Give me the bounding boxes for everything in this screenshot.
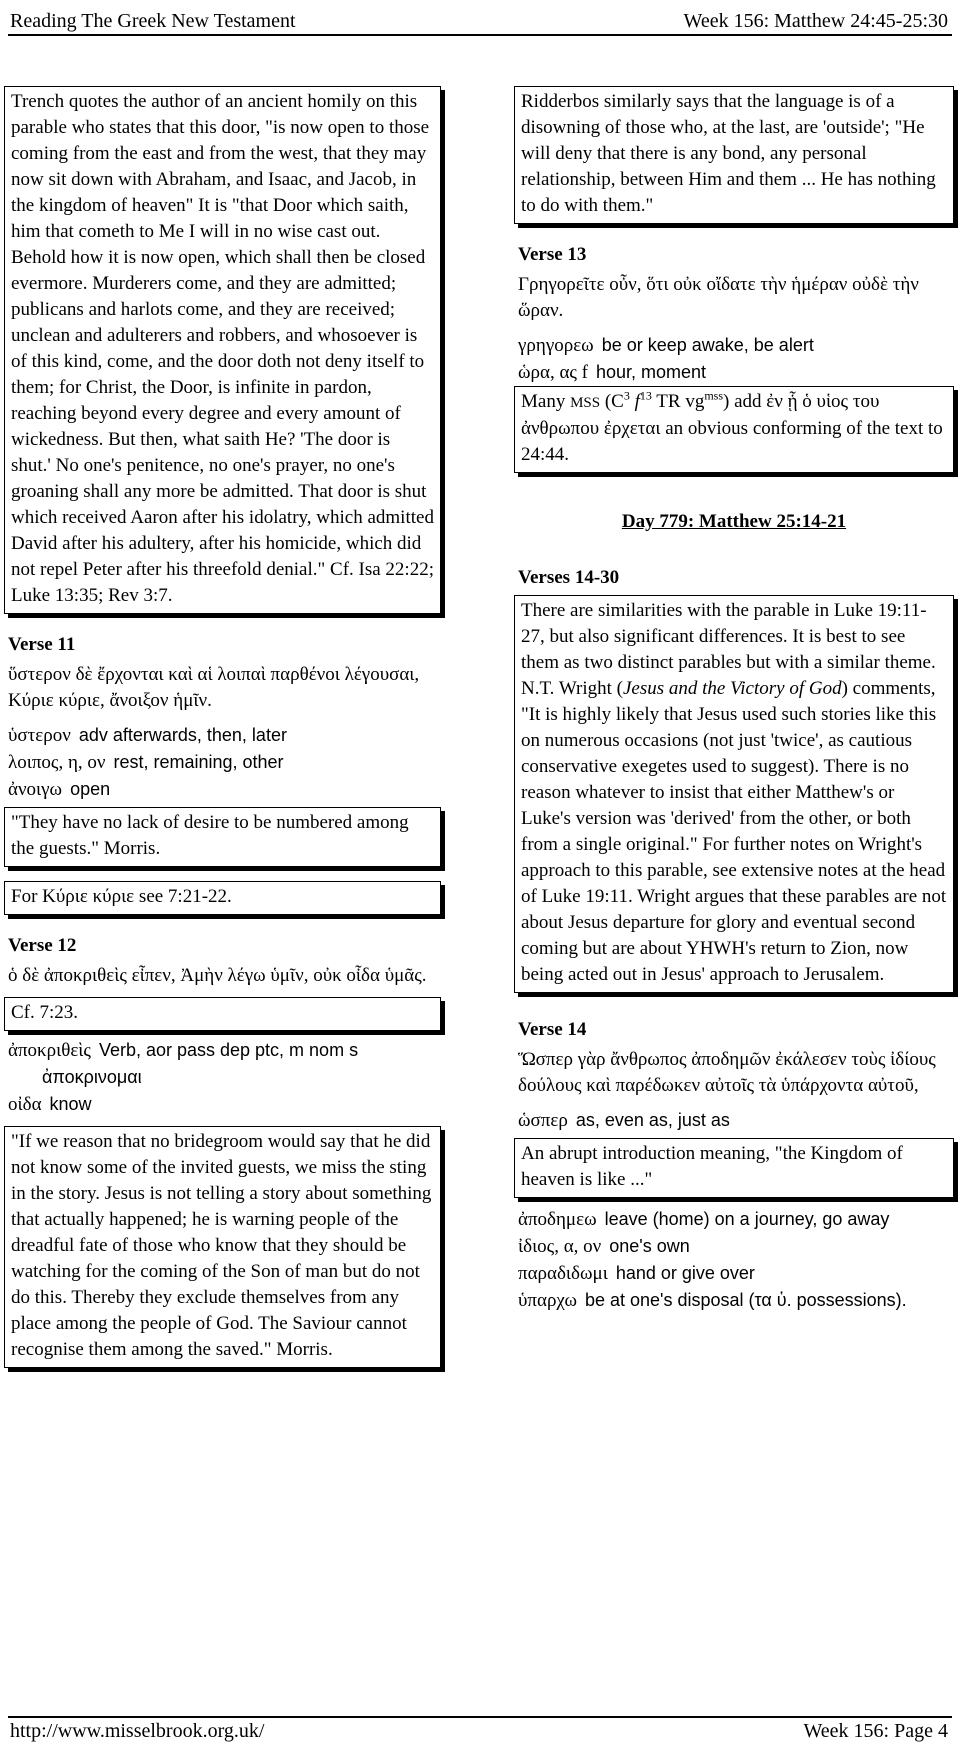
- manuscript-note-box: [514, 386, 954, 473]
- vocab-item: [8, 722, 441, 749]
- verse-11-vocab: [8, 722, 441, 803]
- see-also-prefix: For: [11, 886, 43, 907]
- vocab-item: [8, 776, 441, 803]
- vocab-item: [518, 359, 954, 386]
- wright-note-box: [514, 595, 954, 993]
- vocab-word: ἰδιος, α, ον: [518, 1236, 602, 1257]
- ridderbos-box: Ridderbos similarly says that the language is of a disowning of those who, at the last, are 'outside'; "He will deny that there is any bond, any personal relationship, between Him and them ... He has nothing to do with them.": [514, 86, 954, 224]
- page-header: [8, 8, 952, 36]
- verse-13-heading: Verse 13: [518, 244, 587, 265]
- wright-text: ) comments, "It is highly likely that Jesus used such stories like this on numerous occasions (not just 'twice', as cautious conservative exegetes used to suggest). There is no reason whatever to insist that either Matthew's or Luke's version was 'derived' from the other, or both from a single original." For further notes on Wright's approach to this parable, see extensive notes at the head of Luke 19:11. Wright argues that these parables are not about Jesus departure for glory and eventual second coming but are about YHWH's return to Zion, now being acted out in Jesus' approach to Jerusalem.: [521, 678, 947, 985]
- vocab-item: [8, 1091, 441, 1118]
- mss-greek: ἐν ᾗ ὁ υἱος του ἀνθρωπου ἐρχεται: [521, 391, 880, 439]
- vocab-def: hour, moment: [596, 362, 707, 382]
- abrupt-note-box: An abrupt introduction meaning, "the Kingdom of heaven is like ...": [514, 1138, 954, 1198]
- vocab-def: hand or give over: [615, 1263, 755, 1283]
- verse-11-heading: Verse 11: [8, 634, 76, 655]
- see-also-box: [4, 881, 441, 915]
- vocab-def: open: [70, 779, 111, 799]
- vocab-word: ἀποδημεω: [518, 1209, 597, 1230]
- morris-quote-box: "If we reason that no bridegroom would say that he did not know some of the invited guests, we miss the sting in the story. Jesus is not telling a story about something that actually happened; he is warning people of the dreadful fate of those who know that they should be watching for the coming of the Son of man but do not do this. Thereby they exclude themselves from any place among the people of God. The Saviour cannot recognise them among the saved." Morris.: [4, 1126, 441, 1368]
- vocab-item: [518, 1260, 954, 1287]
- mss-label: MSS: [570, 395, 601, 411]
- vocab-def: be or keep awake, be alert: [601, 335, 814, 355]
- day-title: Day 779: Matthew 25:14-21: [621, 511, 847, 532]
- vocab-def: know: [49, 1094, 92, 1114]
- vocab-def: leave (home) on a journey, go away: [604, 1209, 890, 1229]
- vocab-def: Verb, aor pass dep ptc, m nom s ἀποκρινομαι: [42, 1040, 359, 1087]
- vocab-word: ὑστερον: [8, 725, 71, 746]
- vocab-word: λοιπος, η, ον: [8, 752, 106, 773]
- vocab-def: be at one's disposal (τα ὑ. possessions).: [584, 1290, 907, 1310]
- mss-text: TR vg: [651, 391, 705, 412]
- verse-14-heading: Verse 14: [518, 1019, 587, 1040]
- verses-14-30-heading: Verses 14-30: [518, 567, 620, 588]
- verse-14-greek: Ὥσπερ γὰρ ἄνθρωπος ἀποδημῶν ἐκάλεσεν τοὺς ἰδίους δούλους καὶ παρέδωκεν αὐτοῖς τὰ ὑπάρχοντα αὐτοῦ,: [518, 1049, 936, 1096]
- vocab-word: ὡσπερ: [518, 1110, 568, 1131]
- verse-12-heading: Verse 12: [8, 935, 77, 956]
- vocab-item: [518, 1287, 954, 1314]
- vocab-item: [518, 332, 954, 359]
- vocab-word: γρηγορεω: [518, 335, 594, 356]
- verse-14-vocab: [518, 1206, 954, 1314]
- mss-text: (C: [600, 391, 624, 412]
- mss-text: an obvious conforming of the text to 24:44.: [521, 418, 943, 465]
- see-also-greek: Κύριε κύριε: [42, 886, 135, 907]
- vocab-item: [8, 1037, 441, 1091]
- footer-url: http://www.misselbrook.org.uk/: [10, 1720, 265, 1742]
- vocab-word: ἀνοιγω: [8, 779, 63, 800]
- verse-11-greek: ὕστερον δὲ ἔρχονται καὶ αἱ λοιπαὶ παρθένοι λέγουσαι, Κύριε κύριε, ἄνοιξον ἡμῖν.: [8, 664, 420, 711]
- mss-text: ) add: [723, 391, 767, 412]
- trench-quote-box: Trench quotes the author of an ancient homily on this parable who states that this door, "is now open to those coming from the east and from the west, that they may now sit down with Abraham, and Isaac, and Jacob, in the kingdom of heaven" It is "that Door which saith, him that cometh to Me I will in no wise cast out. Behold how it is now open, which shall then be closed evermore. Murderers come, and they are admitted; publicans and harlots come, and they are received; unclean and adulterers and robbers, and whosoever is of this kind, come, and the door doth not deny itself to them; for Christ, the Door, is infinite in pardon, reaching beyond every degree and every amount of wickedness. But then, what saith He? 'The door is shut.' No one's penitence, no one's prayer, no one's groaning shall any more be admitted. That door is shut which received Aaron after his idolatry, which admitted David after his adultery, after his homicide, which did not repel Peter after his threefold denial." Cf. Isa 22:22; Luke 13:35; Rev 3:7.: [4, 86, 441, 614]
- vocab-word: ἀποκριθεὶς: [8, 1040, 91, 1061]
- mss-text: Many: [521, 391, 571, 412]
- verse-12-vocab: [8, 1037, 441, 1118]
- mss-sup: 3: [623, 388, 630, 403]
- mss-sup: 13: [639, 388, 652, 403]
- left-column: [4, 86, 441, 1382]
- cf-box: Cf. 7:23.: [4, 997, 441, 1031]
- book-title: Jesus and the Victory of God: [622, 678, 842, 699]
- vocab-def: adv afterwards, then, later: [78, 725, 287, 745]
- vocab-item: [8, 749, 441, 776]
- vocab-item: [518, 1107, 954, 1134]
- morris-note-box: "They have no lack of desire to be numbered among the guests." Morris.: [4, 807, 441, 867]
- vocab-item: [518, 1206, 954, 1233]
- verse-13-vocab: [518, 332, 954, 386]
- mss-sup: mss: [704, 388, 724, 403]
- mss-text: f: [629, 391, 640, 412]
- right-column: [514, 86, 954, 1314]
- vocab-word: ὑπαρχω: [518, 1290, 577, 1311]
- vocab-def: rest, remaining, other: [113, 752, 284, 772]
- see-also-ref: see 7:21-22.: [134, 886, 232, 907]
- vocab-def: one's own: [609, 1236, 690, 1256]
- vocab-word: ὡρα, ας f: [518, 362, 588, 383]
- verse-13-greek: Γρηγορεῖτε οὖν, ὅτι οὐκ οἴδατε τὴν ἡμέραν οὐδὲ τὴν ὥραν.: [518, 274, 919, 321]
- header-title: Reading The Greek New Testament: [10, 10, 296, 32]
- vocab-item: [518, 1233, 954, 1260]
- wright-text: There are similarities with the parable in Luke 19:11-27, but also significant differences. It is best to see them as two distinct parables but with a similar theme. N.T. Wright (: [521, 600, 936, 699]
- verse-12-greek: ὁ δὲ ἀποκριθεὶς εἶπεν, Ἀμὴν λέγω ὑμῖν, οὐκ οἶδα ὑμᾶς.: [8, 965, 427, 986]
- vocab-word: παραδιδωμι: [518, 1263, 608, 1284]
- footer-page: Week 156: Page 4: [803, 1720, 948, 1742]
- page-footer: [8, 1716, 952, 1744]
- header-week: Week 156: Matthew 24:45-25:30: [683, 10, 948, 32]
- verse-14-vocab-first: [518, 1107, 954, 1134]
- vocab-def: as, even as, just as: [575, 1110, 730, 1130]
- vocab-word: οἰδα: [8, 1094, 42, 1115]
